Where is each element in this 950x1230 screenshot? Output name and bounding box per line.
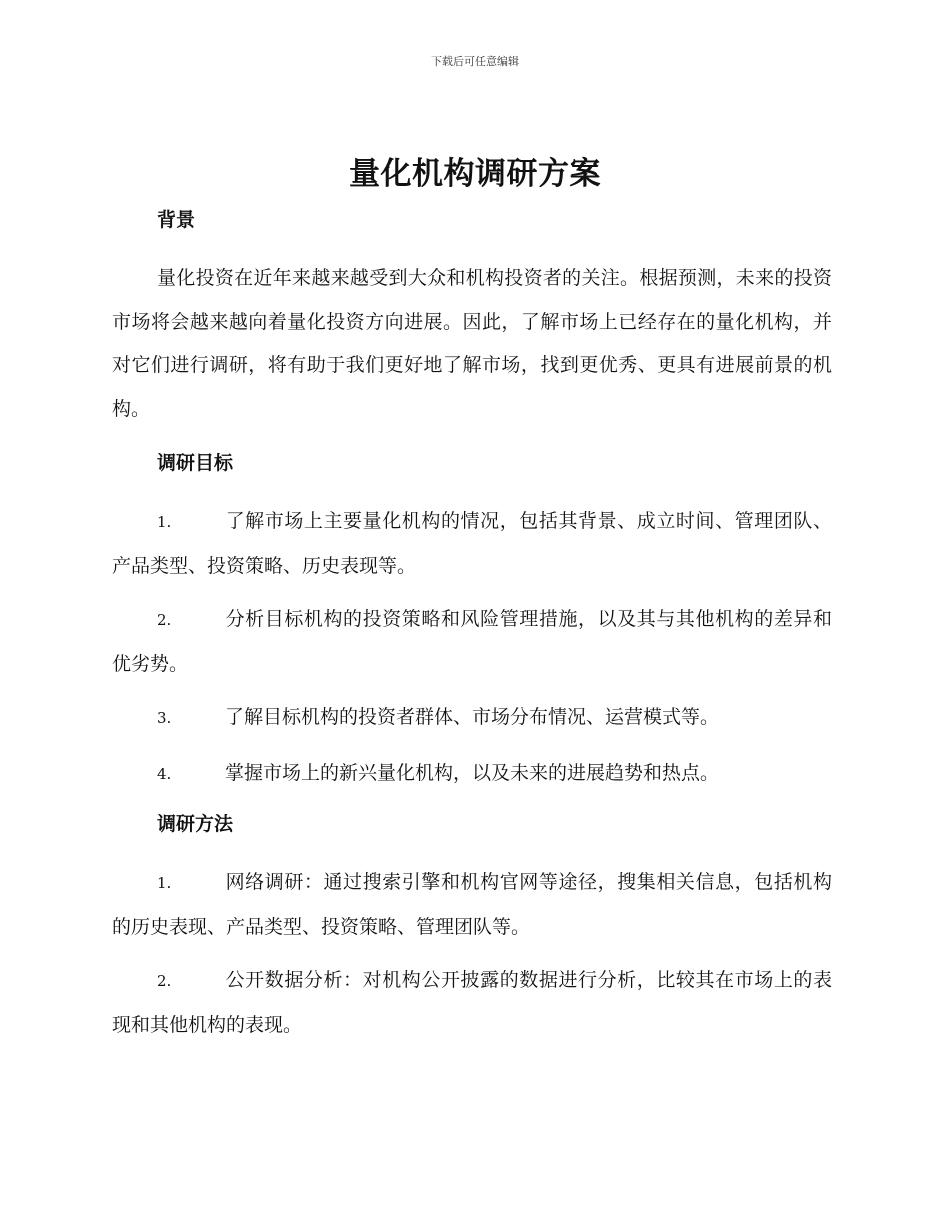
list-number: 4. [157, 764, 172, 783]
method-item [112, 861, 832, 949]
section-heading-goals: 调研目标 [157, 452, 234, 474]
list-item-text: 掌握市场上的新兴量化机构，以及未来的进展趋势和热点。 [225, 761, 720, 784]
list-item-text: 了解目标机构的投资者群体、市场分布情况、运营模式等。 [225, 706, 720, 728]
list-number: 1. [157, 874, 172, 892]
list-number: 3. [157, 709, 172, 727]
list-number: 2. [157, 972, 172, 990]
list-item-text: 分析目标机构的投资策略和风险管理措施，以及其与其他机构的差异和优劣势。 [112, 608, 832, 675]
section-heading-methods: 调研方法 [157, 813, 234, 835]
goal-item [112, 696, 832, 741]
goal-item [112, 500, 832, 588]
document-body [112, 203, 832, 1057]
list-item-text: 网络调研：通过搜索引擎和机构官网等途径，搜集相关信息，包括机构的历史表现、产品类型、投资策略、管理团队等。 [112, 871, 832, 938]
list-number: 2. [157, 611, 172, 629]
goal-item [112, 598, 832, 686]
list-item-text: 公开数据分析：对机构公开披露的数据进行分析，比较其在市场上的表现和其他机构的表现。 [112, 969, 832, 1036]
method-item [112, 959, 832, 1047]
list-item-text: 了解市场上主要量化机构的情况，包括其背景、成立时间、管理团队、产品类型、投资策略、历史表现等。 [112, 510, 832, 577]
document-title: 量化机构调研方案 [349, 156, 601, 192]
background-paragraph: 量化投资在近年来越来越受到大众和机构投资者的关注。根据预测，未来的投资市场将会越来越向着量化投资方向进展。因此，了解市场上已经存在的量化机构，并对它们进行调研，将有助于我们更好地了解市场，找到更优秀、更具有进展前景的机构。 [112, 267, 832, 420]
list-number: 1. [157, 513, 172, 531]
section-heading-background: 背景 [157, 209, 196, 231]
header-note: 下载后可任意编辑 [431, 55, 519, 68]
goal-item [112, 752, 832, 797]
